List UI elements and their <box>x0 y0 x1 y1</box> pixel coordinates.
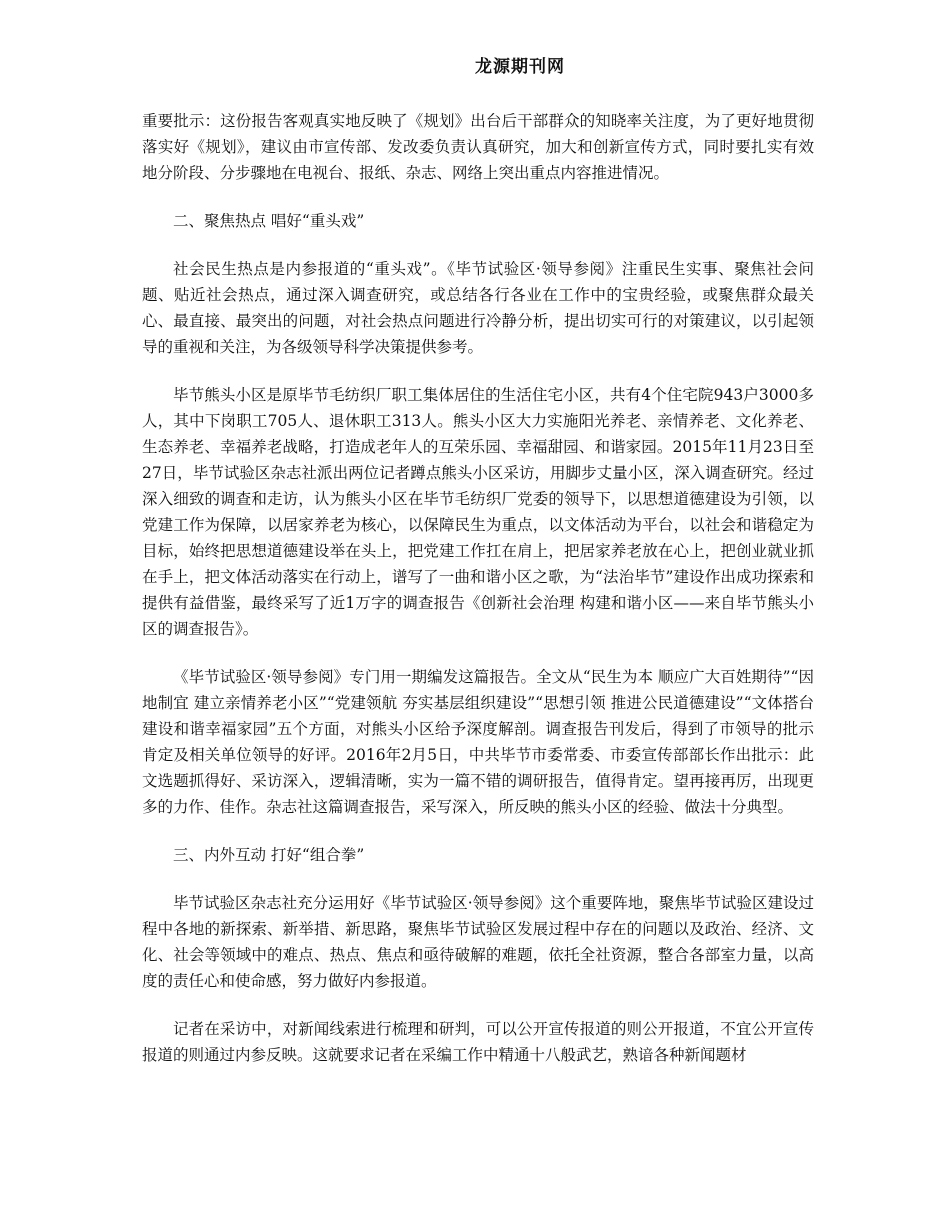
paragraph: 毕节熊头小区是原毕节毛纺织厂职工集体居住的生活住宅小区，共有4个住宅院943户3000多人，其中下岗职工705人、退休职工313人。熊头小区大力实施阳光养老、亲情养老、文化养老、生态养老、幸福养老战略，打造成老年人的互荣乐园、幸福甜园、和谐家园。2015年11月23日至27日，毕节试验区杂志社派出两位记者蹲点熊头小区采访，用脚步丈量小区，深入调查研究。经过深入细致的调查和走访，认为熊头小区在毕节毛纺织厂党委的领导下，以思想道德建设为引领，以党建工作为保障，以居家养老为核心，以保障民生为重点，以文体活动为平台，以社会和谐稳定为目标，始终把思想道德建设举在头上，把党建工作扛在肩上，把居家养老放在心上，把创业就业抓在手上，把文体活动落实在行动上，谱写了一曲和谐小区之歌，为“法治毕节”建设作出成功探索和提供有益借鉴，最终采写了近1万字的调查报告《创新社会治理 构建和谐小区——来自毕节熊头小区的调查报告》。 <box>142 386 814 638</box>
section-heading-2: 二、聚焦热点 唱好“重头戏” <box>173 212 365 230</box>
section-heading-3: 三、内外互动 打好“组合拳” <box>173 846 365 864</box>
article-body <box>142 108 814 1090</box>
paragraph: 毕节试验区杂志社充分运用好《毕节试验区·领导参阅》这个重要阵地，聚焦毕节试验区建设过程中各地的新探索、新举措、新思路，聚焦毕节试验区发展过程中存在的问题以及政治、经济、文化、社会等领域中的难点、热点、焦点和亟待破解的难题，依托全社资源，整合各部室力量，以高度的责任心和使命感，努力做好内参报道。 <box>142 894 814 990</box>
paragraph-continued: 重要批示：这份报告客观真实地反映了《规划》出台后干部群众的知晓率关注度，为了更好地贯彻落实好《规划》，建议由市宣传部、发改委负责认真研究，加大和创新宣传方式，同时要扎实有效地分阶段、分步骤地在电视台、报纸、杂志、网络上突出重点内容推进情况。 <box>142 112 814 182</box>
paragraph: 记者在采访中，对新闻线索进行梳理和研判，可以公开宣传报道的则公开报道，不宜公开宣传报道的则通过内参反映。这就要求记者在采编工作中精通十八般武艺，熟谙各种新闻题材 <box>142 1020 814 1064</box>
paragraph: 社会民生热点是内参报道的“重头戏”。《毕节试验区·领导参阅》注重民生实事、聚焦社会问题、贴近社会热点，通过深入调查研究，或总结各行各业在工作中的宝贵经验，或聚焦群众最关心、最直接、最突出的问题，对社会热点问题进行冷静分析，提出切实可行的对策建议，以引起领导的重视和关注，为各级领导科学决策提供参考。 <box>142 260 814 356</box>
site-title: 龙源期刊网 <box>475 57 565 77</box>
paragraph: 《毕节试验区·领导参阅》专门用一期编发这篇报告。全文从“民生为本 顺应广大百姓期待”“因地制宜 建立亲情养老小区”“党建领航 夯实基层组织建设”“思想引领 推进公民道德建设”“文体搭台 建设和谐幸福家园”五个方面，对熊头小区给予深度解剖。调查报告刊发后，得到了市领导的批示肯定及相关单位领导的好评。2016年2月5日，中共毕节市委常委、市委宣传部部长作出批示：此文选题抓得好、采访深入，逻辑清晰，实为一篇不错的调研报告，值得肯定。望再接再厉，出现更多的力作、佳作。杂志社这篇调查报告，采写深入，所反映的熊头小区的经验、做法十分典型。 <box>142 668 814 816</box>
